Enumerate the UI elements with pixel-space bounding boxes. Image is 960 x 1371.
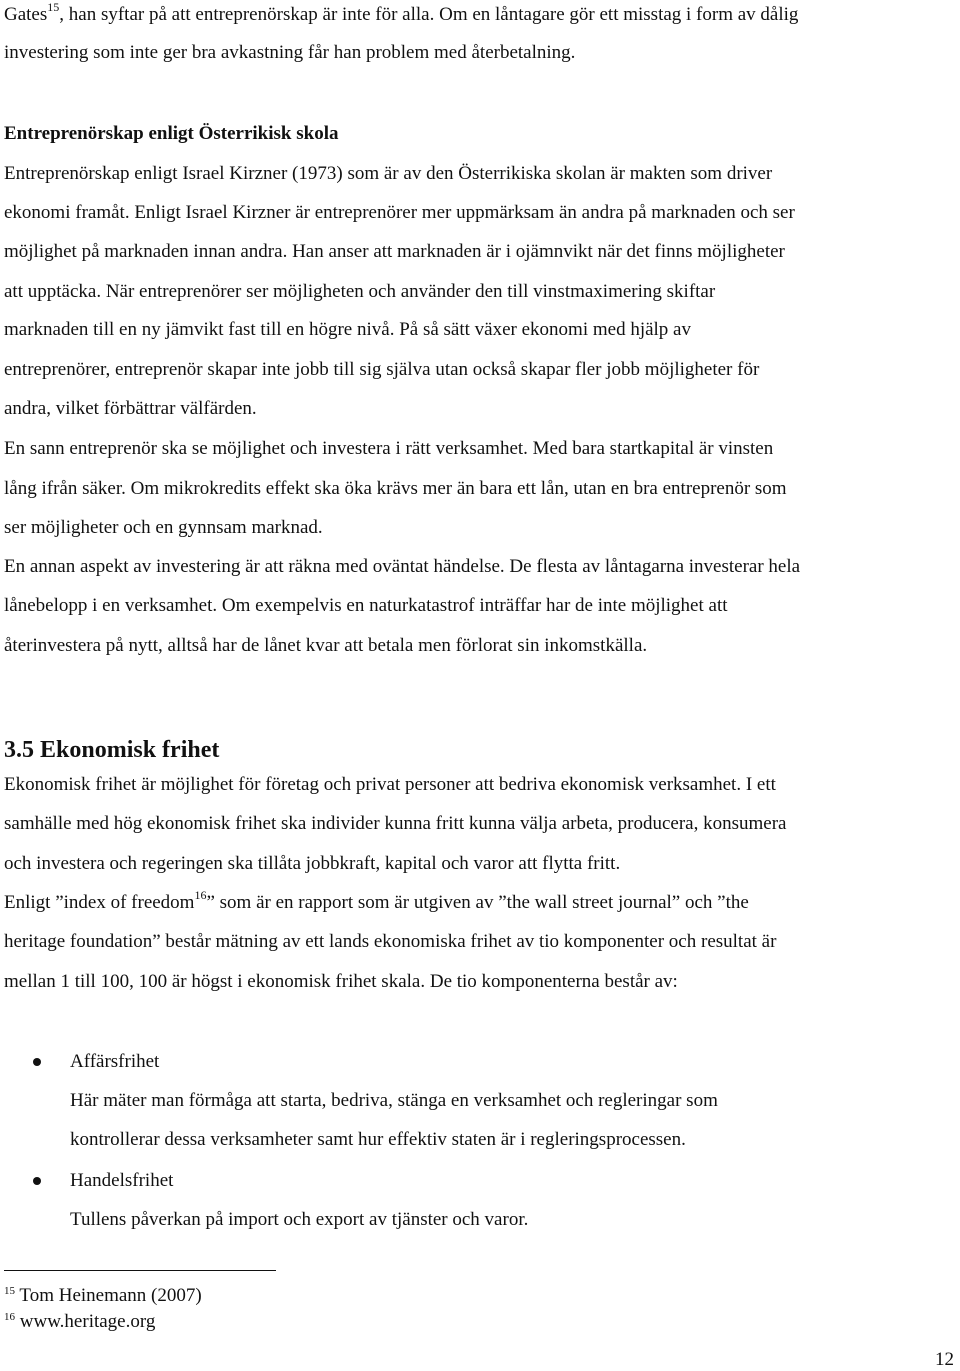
body-line: ser möjligheter och en gynnsam marknad. [4,517,323,538]
body-line: andra, vilket förbättrar välfärden. [4,398,257,419]
body-line: entreprenörer, entreprenör skapar inte jobb till sig själva utan också skapar fler jobb möjligheter för [4,359,760,380]
page-number: 12 [935,1349,954,1370]
bullet-icon [33,1058,41,1066]
body-line: och investera och regeringen ska tillåta jobbkraft, kapital och varor att flytta fritt. [4,853,621,874]
footnote-number: 16 [4,1311,15,1323]
footnote-number: 15 [4,1285,15,1297]
list-item-text: Här mäter man förmåga att starta, bedriva, stänga en verksamhet och regleringar som [70,1090,718,1111]
body-line [4,0,799,27]
body-line: att upptäcka. När entreprenörer ser möjligheten och använder den till vinstmaximering skiftar [4,281,716,302]
footnote-text: www.heritage.org [19,1311,156,1332]
section-heading: 3.5 Ekonomisk frihet [4,737,220,763]
body-line: lång ifrån säker. Om mikrokredits effekt ska öka krävs mer än bara ett lån, utan en bra entreprenör som [4,478,787,499]
footnote-ref: 15 [47,0,60,14]
text: ” som är en rapport som är utgiven av ”the wall street journal” och ”the [206,892,749,913]
body-line: investering som inte ger bra avkastning får han problem med återbetalning. [4,42,576,63]
list-item-title: Handelsfrihet [70,1170,174,1191]
body-line: möjlighet på marknaden innan andra. Han anser att marknaden är i ojämnvikt när det finns möjligheter [4,241,785,262]
list-item-text: kontrollerar dessa verksamheter samt hur effektiv staten är i regleringsprocessen. [70,1129,686,1150]
body-line: lånebelopp i en verksamhet. Om exempelvis en naturkatastrof inträffar har de inte möjlighet att [4,595,728,616]
text: Gates [4,4,48,25]
body-line: ekonomi framåt. Enligt Israel Kirzner är entreprenörer mer uppmärksam än andra på marknaden och ser [4,202,795,223]
body-line: En annan aspekt av investering är att räkna med oväntat händelse. De flesta av låntagarna investerar hela [4,556,801,577]
section-heading: Entreprenörskap enligt Österrikisk skola [4,123,339,144]
body-line: marknaden till en ny jämvikt fast till en högre nivå. På så sätt växer ekonomi med hjälp av [4,319,691,340]
list-item-text: Tullens påverkan på import och export av tjänster och varor. [70,1209,529,1230]
footnote [4,1311,155,1333]
body-line [4,888,749,915]
body-line: mellan 1 till 100, 100 är högst i ekonomisk frihet skala. De tio komponenterna består av: [4,971,678,992]
bullet-icon [33,1177,41,1185]
text: Enligt ”index of freedom [4,892,195,913]
footnote-separator [4,1270,276,1271]
text: , han syftar på att entreprenörskap är inte för alla. Om en låntagare gör ett misstag i form av dålig [59,4,799,25]
body-line: Entreprenörskap enligt Israel Kirzner (1973) som är av den Österrikiska skolan är makten som driver [4,163,773,184]
body-line: heritage foundation” består mätning av ett lands ekonomiska frihet av tio komponenter och resultat är [4,931,777,952]
footnote-text: Tom Heinemann (2007) [19,1285,202,1306]
body-line: Ekonomisk frihet är möjlighet för företag och privat personer att bedriva ekonomisk verksamhet. I ett [4,774,776,795]
body-line: En sann entreprenör ska se möjlighet och investera i rätt verksamhet. Med bara startkapital är vinsten [4,438,774,459]
body-line: samhälle med hög ekonomisk frihet ska individer kunna fritt kunna välja arbeta, producera, konsumera [4,813,787,834]
footnote-ref: 16 [194,888,207,902]
body-line: återinvestera på nytt, alltså har de lånet kvar att betala men förlorat sin inkomstkälla. [4,635,648,656]
list-item-title: Affärsfrihet [70,1051,160,1072]
footnote [4,1285,202,1307]
